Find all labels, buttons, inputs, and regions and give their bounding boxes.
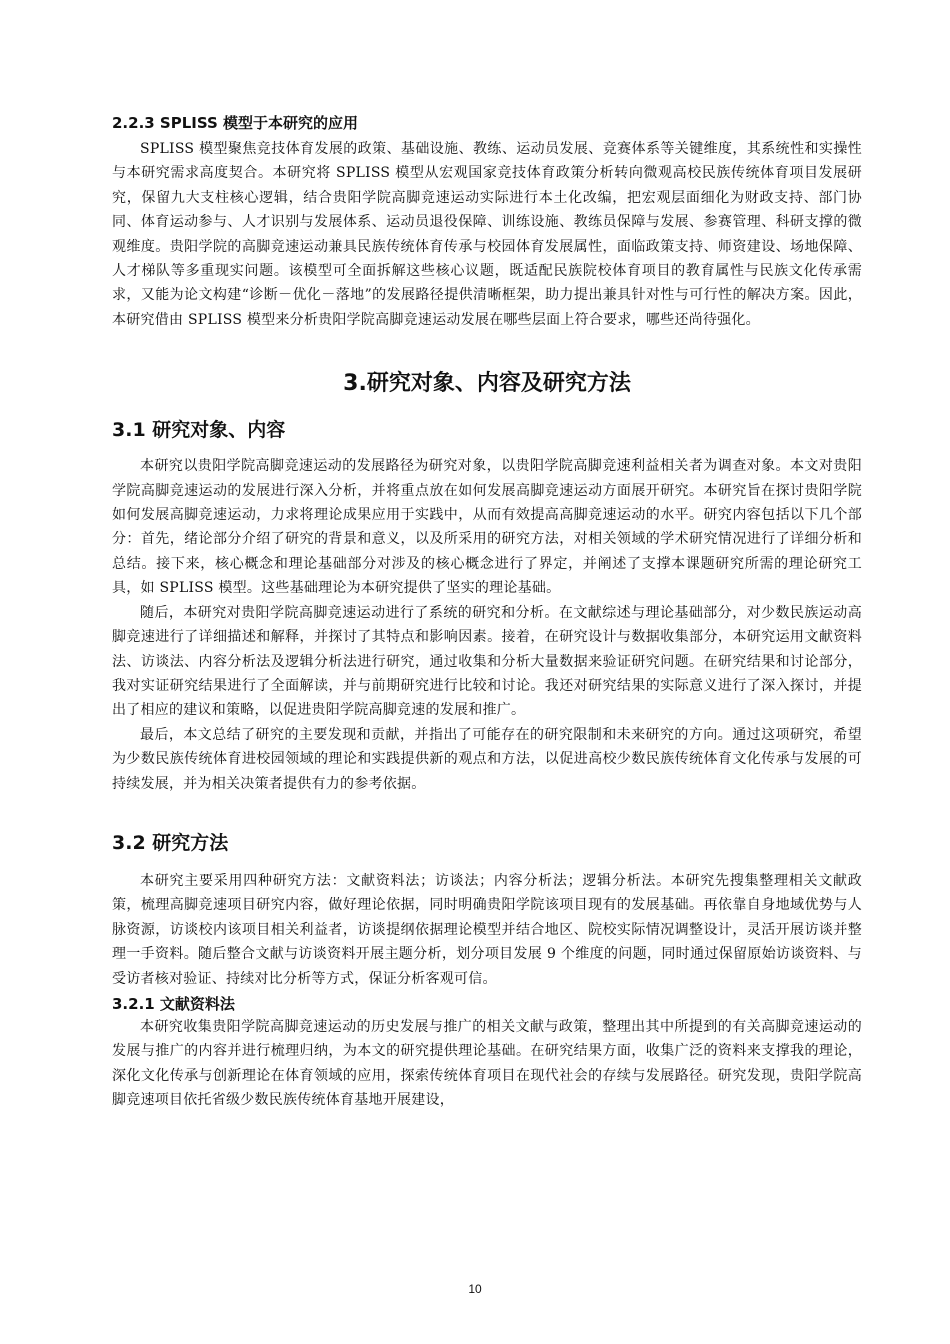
- page-number: 10: [468, 1282, 482, 1296]
- paragraph: 随后，本研究对贵阳学院高脚竞速运动进行了系统的研究和分析。在文献综述与理论基础部分，对少数民族运动高脚竞速进行了详细描述和解释，并探讨了其特点和影响因素。接着，在研究设计与数据收集部分，本研究运用文献资料法、访谈法、内容分析法及逻辑分析法进行研究，通过收集和分析大量数据来验证研究问题。在研究结果和讨论部分，我对实证研究结果进行了全面解读，并与前期研究进行比较和讨论。我还对研究结果的实际意义进行了深入探讨，并提出了相应的建议和策略，以促进贵阳学院高脚竞速的发展和推广。: [112, 604, 862, 719]
- paragraph: 本研究以贵阳学院高脚竞速运动的发展路径为研究对象，以贵阳学院高脚竞速利益相关者为调查对象。本文对贵阳学院高脚竞速运动的发展进行深入分析，并将重点放在如何发展高脚竞速运动方面展开研究。本研究旨在探讨贵阳学院如何发展高脚竞速运动，力求将理论成果应用于实践中，从而有效提高高脚竞速运动的水平。研究内容包括以下几个部分：首先，绪论部分介绍了研究的背景和意义，以及所采用的研究方法，对相关领域的学术研究情况进行了详细分析和总结。接下来，核心概念和理论基础部分对涉及的核心概念进行了界定，并阐述了支撑本课题研究所需的理论研究工具，如 SPLISS 模型。这些基础理论为本研究提供了坚实的理论基础。: [112, 458, 862, 597]
- section-heading-3-2-1: 3.2.1 文献资料法: [112, 994, 235, 1013]
- section-heading-3-2: 3.2 研究方法: [112, 831, 229, 854]
- paragraph: 最后，本文总结了研究的主要发现和贡献，并指出了可能存在的研究限制和未来研究的方向。通过这项研究，希望为少数民族传统体育进校园领域的理论和实践提供新的观点和方法，以促进高校少数民族传统体育文化传承与发展的可持续发展，并为相关决策者提供有力的参考依据。: [112, 726, 862, 792]
- section-heading-2-2-3: 2.2.3 SPLISS 模型于本研究的应用: [112, 114, 359, 132]
- section-heading-3-1: 3.1 研究对象、内容: [112, 419, 286, 442]
- page-content: [112, 112, 862, 1113]
- chapter-heading-3: 3.研究对象、内容及研究方法: [343, 371, 631, 397]
- paragraph: 本研究主要采用四种研究方法：文献资料法；访谈法；内容分析法；逻辑分析法。本研究先搜集整理相关文献政策，梳理高脚竞速项目研究内容，做好理论依据，同时明确贵阳学院该项目现有的发展基础。再依靠自身地域优势与人脉资源，访谈校内该项目相关利益者，访谈提纲依据理论模型并结合地区、院校实际情况调整设计，灵活开展访谈并整理一手资料。随后整合文献与访谈资料开展主题分析，划分项目发展 9 个维度的问题，同时通过保留原始访谈资料、与受访者核对验证、持续对比分析等方式，保证分析客观可信。: [112, 872, 862, 987]
- paragraph: SPLISS 模型聚焦竞技体育发展的政策、基础设施、教练、运动员发展、竞赛体系等关键维度，其系统性和实操性与本研究需求高度契合。本研究将 SPLISS 模型从宏观国家竞技体育政策分析转向微观高校民族传统体育项目发展研究，保留九大支柱核心逻辑，结合贵阳学院高脚竞速运动实际进行本土化改编，把宏观层面细化为财政支持、部门协同、体育运动参与、人才识别与发展体系、运动员退役保障、训练设施、教练员保障与发展、参赛管理、科研支撑的微观维度。贵阳学院的高脚竞速运动兼具民族传统体育传承与校园体育发展属性，面临政策支持、师资建设、场地保障、人才梯队等多重现实问题。该模型可全面拆解这些核心议题，既适配民族院校体育项目的教育属性与民族文化传承需求，又能为论文构建“诊断－优化－落地”的发展路径提供清晰框架，助力提出兼具针对性与可行性的解决方案。因此，本研究借由 SPLISS 模型来分析贵阳学院高脚竞速运动发展在哪些层面上符合要求，哪些还尚待强化。: [112, 141, 862, 328]
- paragraph: 本研究收集贵阳学院高脚竞速运动的历史发展与推广的相关文献与政策，整理出其中所提到的有关高脚竞速运动的发展与推广的内容并进行梳理归纳，为本文的研究提供理论基础。在研究结果方面，收集广泛的资料来支撑我的理论，深化文化传承与创新理论在体育领域的应用，探索传统体育项目在现代社会的存续与发展路径。研究发现，贵阳学院高脚竞速项目依托省级少数民族传统体育基地开展建设，: [112, 1018, 862, 1109]
